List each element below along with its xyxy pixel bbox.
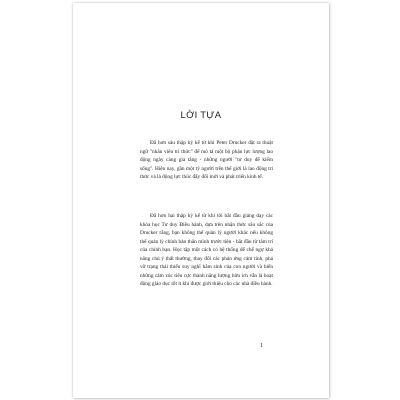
paragraph-2: Đã hơn hai thập kỷ kể từ khi tôi bắt đầu giảng dạy các khóa học Tư duy Điều hành, dựa trên nhận thức sâu sắc của Drucker rằng, bạn không thể quản lý người khác nếu không thể quản lý chính bản thân mình trước tiên - bắt đầu từ tâm trí của chính bạn. Học tập một cách có hệ thống để chế ngự khả năng chú ý thất thường, thay đổi các phản ứng cảm tính, phá vỡ trạng thái thiếu suy nghĩ hằm sinh của con người và biến những cảm xúc tiêu cực thành năng lượng hữu ích vẫn là hoạt động giáo dục tốt ít khi được giới thiệu cho các nhà điều hành. <box>140 213 273 287</box>
page-number: 1 <box>260 343 263 349</box>
book-page <box>73 3 329 398</box>
page-title: LỜI TỰA <box>180 110 222 121</box>
paragraph-1: Đã hơn sáu thập kỷ kể từ khi Peter Drucker đặt ra thuật ngữ "nhân viên tri thức" để mô tả một bộ phận lực lượng lao động ngày càng gia tăng - những người "tư duy để kiếm sống". Hiện nay, gần một tỷ người trên thế giới là lao động tri thức và là động lực thúc đẩy đổi mới và phát triển kinh tế. <box>140 140 273 180</box>
